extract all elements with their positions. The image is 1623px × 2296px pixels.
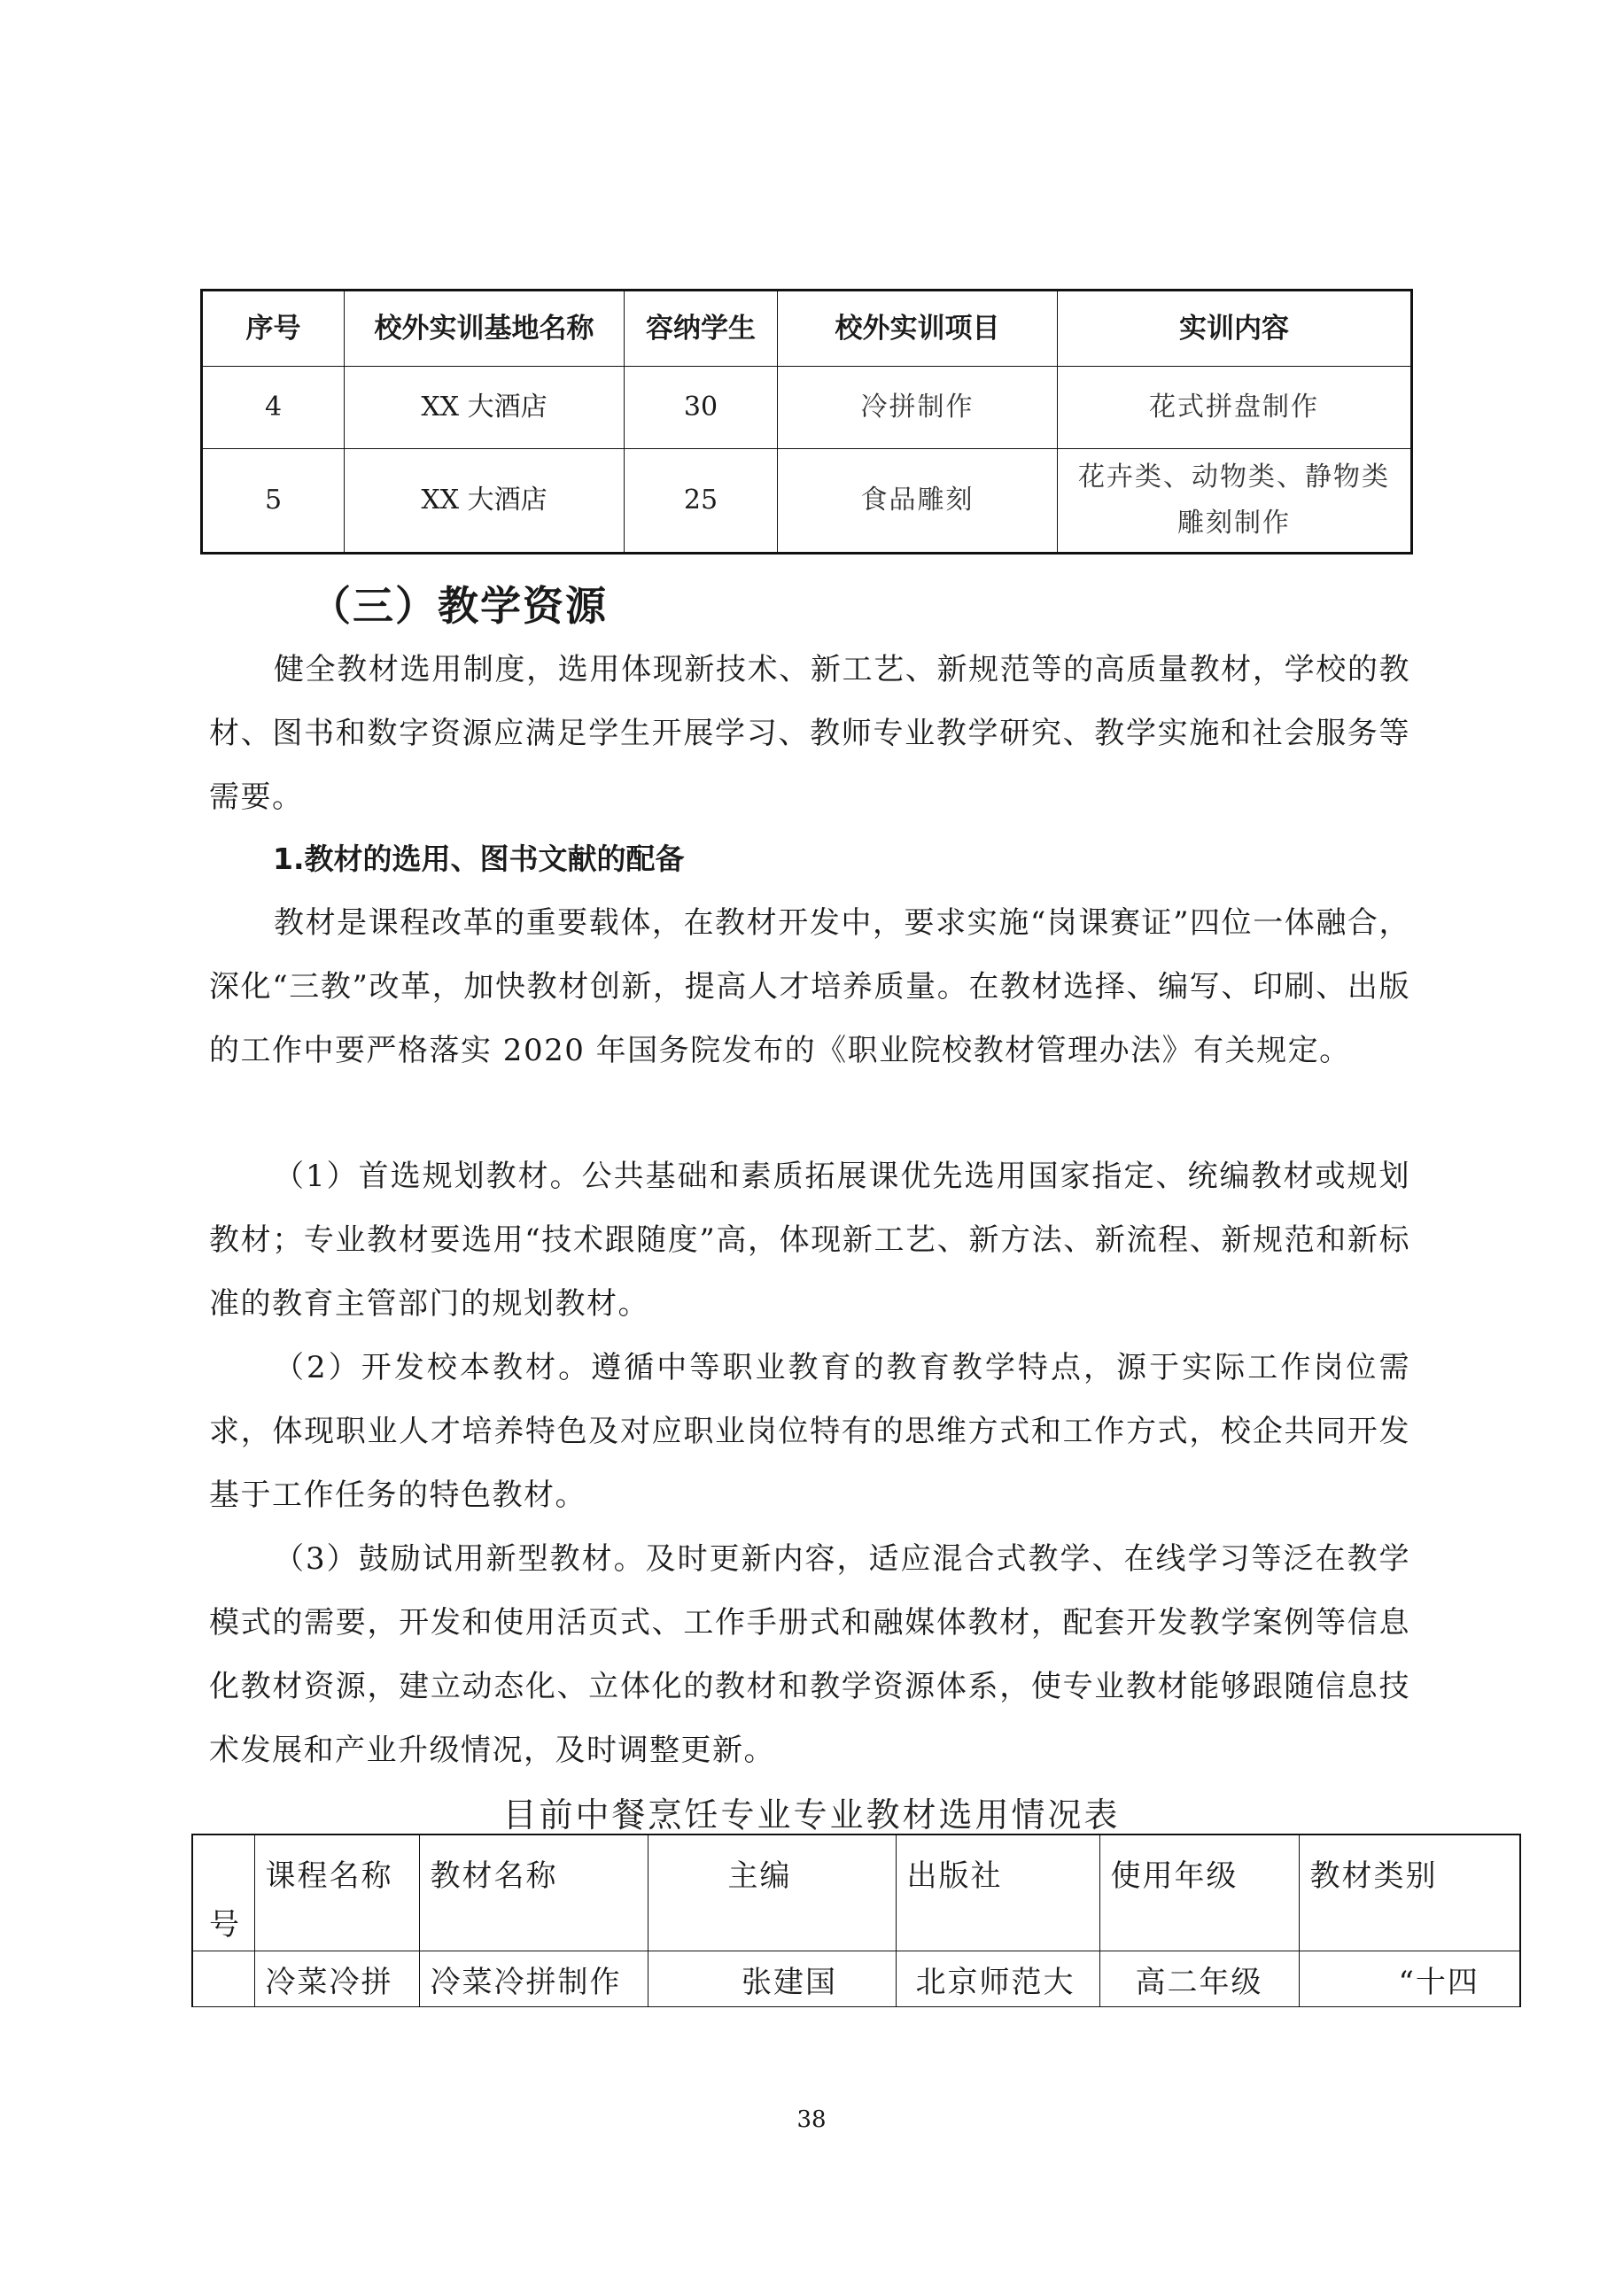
paragraph-new-textbooks: （3）鼓励试用新型教材。及时更新内容，适应混合式教学、在线学习等泛在教学模式的需要，开发和使用活页式、工作手册式和融媒体教材，配套开发教学案例等信息化教材资源，建立动态化、立体化的教材和教学资源体系，使专业教材能够跟随信息技术发展和产业升级情况，及时调整更新。 bbox=[209, 1541, 1410, 1768]
table2-header-publisher-label: 出版社 bbox=[906, 1858, 1003, 1894]
table-cell: 花式拼盘制作 bbox=[1058, 367, 1412, 449]
paragraph-school-textbooks: （2）开发校本教材。遵循中等职业教育的教育教学特点，源于实际工作岗位需求，体现职业人才培养特色及对应职业岗位特有的思维方式和工作方式，校企共同开发基于工作任务的特色教材。 bbox=[209, 1350, 1410, 1513]
section-heading: （三）教学资源 bbox=[310, 582, 608, 630]
table2-header-textbook bbox=[419, 1834, 648, 1951]
table-cell: “十四 bbox=[1299, 1951, 1520, 2007]
training-base-table bbox=[200, 289, 1413, 555]
table1-header-project: 校外实训项目 bbox=[778, 291, 1058, 367]
table1-header-content: 实训内容 bbox=[1058, 291, 1412, 367]
table2-header-index-label: 号 bbox=[209, 1907, 241, 1943]
table-cell: 冷拼制作 bbox=[778, 367, 1058, 449]
table2-header-grade-label: 使用年级 bbox=[1110, 1858, 1239, 1894]
table-cell: 高二年级 bbox=[1099, 1951, 1299, 2007]
page-number: 38 bbox=[796, 2106, 827, 2133]
table2-header-grade bbox=[1099, 1834, 1299, 1951]
table1-header-base-name: 校外实训基地名称 bbox=[345, 291, 625, 367]
subheading: 1.教材的选用、图书文献的配备 bbox=[273, 842, 685, 876]
table-cell: 25 bbox=[625, 449, 778, 554]
table-cell: 30 bbox=[625, 367, 778, 449]
table-cell: 花卉类、动物类、静物类雕刻制作 bbox=[1058, 449, 1412, 554]
paragraph-planned-textbooks: （1）首选规划教材。公共基础和素质拓展课优先选用国家指定、统编教材或规划教材；专业教材要选用“技术跟随度”高，体现新工艺、新方法、新流程、新规范和新标准的教育主管部门的规划教材。 bbox=[209, 1159, 1410, 1322]
table2-header-category-label: 教材类别 bbox=[1309, 1858, 1438, 1894]
table2-header-category bbox=[1299, 1834, 1520, 1951]
table2-header-textbook-label: 教材名称 bbox=[430, 1858, 558, 1894]
table2-header-editor bbox=[648, 1834, 896, 1951]
textbook-selection-table bbox=[191, 1834, 1521, 2007]
table-cell: 张建国 bbox=[648, 1951, 896, 2007]
table-cell: 食品雕刻 bbox=[778, 449, 1058, 554]
table-row bbox=[192, 1951, 1520, 2007]
table-cell: 冷菜冷拼制作 bbox=[419, 1951, 648, 2007]
table2-header-editor-label: 主编 bbox=[727, 1858, 792, 1894]
table-cell: 5 bbox=[202, 449, 345, 554]
table-cell: XX 大酒店 bbox=[345, 449, 625, 554]
table-cell bbox=[192, 1951, 254, 2007]
paragraph-textbook-reform: 教材是课程改革的重要载体，在教材开发中，要求实施“岗课赛证”四位一体融合，深化“三教”改革，加快教材创新，提高人才培养质量。在教材选择、编写、印刷、出版的工作中要严格落实 2020 年国务院发布的《职业院校教材管理办法》有关规定。 bbox=[209, 905, 1410, 1068]
table1-header-capacity: 容纳学生 bbox=[625, 291, 778, 367]
table-cell: 北京师范大 bbox=[896, 1951, 1099, 2007]
intro-paragraph: 健全教材选用制度，选用体现新技术、新工艺、新规范等的高质量教材，学校的教材、图书和数字资源应满足学生开展学习、教师专业教学研究、教学实施和社会服务等需要。 bbox=[209, 652, 1410, 815]
table2-header-course-label: 课程名称 bbox=[265, 1858, 393, 1894]
table-row bbox=[202, 367, 1412, 449]
table-cell: XX 大酒店 bbox=[345, 367, 625, 449]
table1-header-index: 序号 bbox=[202, 291, 345, 367]
table-cell: 冷菜冷拼 bbox=[254, 1951, 419, 2007]
table2-header-course bbox=[254, 1834, 419, 1951]
table-cell: 4 bbox=[202, 367, 345, 449]
table2-caption: 目前中餐烹饪专业专业教材选用情况表 bbox=[502, 1796, 1121, 1834]
table-row bbox=[202, 449, 1412, 554]
table2-header-publisher bbox=[896, 1834, 1099, 1951]
table2-header-index bbox=[192, 1834, 254, 1951]
